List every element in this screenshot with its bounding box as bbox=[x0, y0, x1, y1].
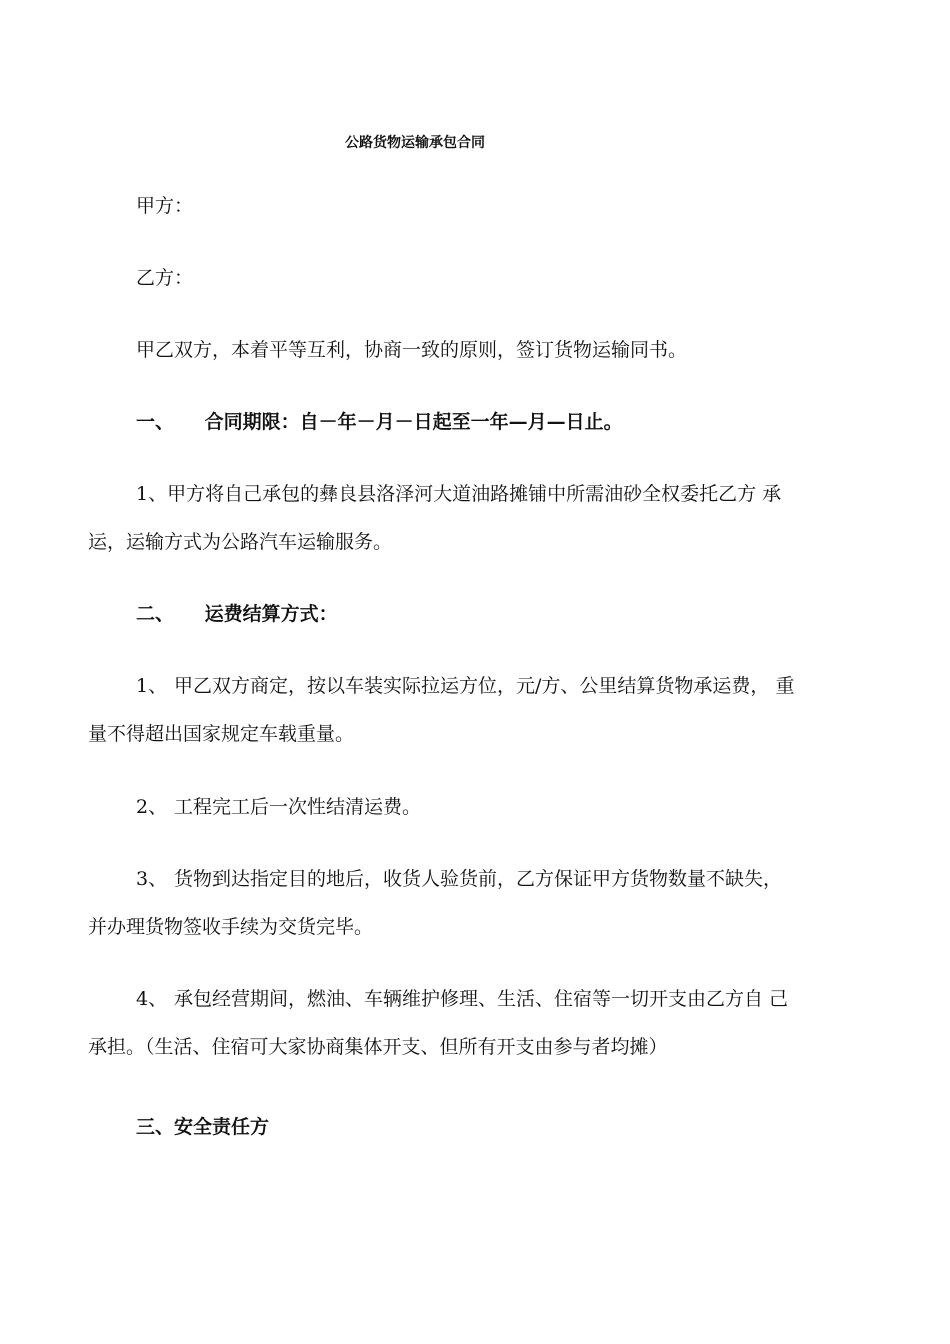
party-a-label: 甲方： bbox=[136, 195, 194, 217]
s1-item1-line2: 运，运输方式为公路汽车运输服务。 bbox=[88, 531, 393, 553]
section-1-heading bbox=[136, 410, 623, 434]
s2-item2 bbox=[136, 795, 421, 819]
s2-item1-line2: 量不得超出国家规定车载重量。 bbox=[88, 723, 355, 745]
section-number: 二、 bbox=[136, 603, 175, 625]
section-title: 运费结算方式： bbox=[204, 603, 338, 625]
section-2-heading bbox=[136, 602, 338, 626]
item-number: 4、 bbox=[136, 988, 168, 1010]
section-title: 合同期限：自－年－月－日起至一年—月—日止。 bbox=[204, 411, 623, 433]
section-3-heading: 三、安全责任方 bbox=[136, 1116, 270, 1138]
s2-item4-line2: 承担。（生活、住宿可大家协商集体开支、但所有开支由参与者均摊） bbox=[88, 1036, 668, 1058]
s2-item3-line1 bbox=[136, 867, 782, 891]
party-b-label: 乙方： bbox=[136, 267, 194, 289]
section-number: 一、 bbox=[136, 411, 175, 433]
item-text: 货物到达指定目的地后，收货人验货前，乙方保证甲方货物数量不缺失， bbox=[174, 868, 783, 890]
s2-item1-line1 bbox=[136, 674, 794, 698]
s2-item4-line1 bbox=[136, 987, 788, 1011]
intro-paragraph: 甲乙双方，本着平等互利，协商一致的原则，签订货物运输同书。 bbox=[136, 339, 688, 361]
s2-item3-line2: 并办理货物签收手续为交货完毕。 bbox=[88, 916, 374, 938]
item-text: 承包经营期间，燃油、车辆维护修理、生活、住宿等一切开支由乙方自 己 bbox=[174, 988, 789, 1010]
item-text: 工程完工后一次性结清运费。 bbox=[174, 796, 422, 818]
item-number: 1、 bbox=[136, 675, 168, 697]
item-number: 2、 bbox=[136, 796, 168, 818]
item-number: 3、 bbox=[136, 868, 168, 890]
item-text: 甲乙双方商定，按以车装实际拉运方位，元/方、公里结算货物承运费， 重 bbox=[174, 675, 795, 697]
s1-item1-line1: 1、甲方将自己承包的彝良县洛泽河大道油路摊铺中所需油砂全权委托乙方 承 bbox=[136, 483, 782, 505]
document-title: 公路货物运输承包合同 bbox=[345, 135, 485, 151]
